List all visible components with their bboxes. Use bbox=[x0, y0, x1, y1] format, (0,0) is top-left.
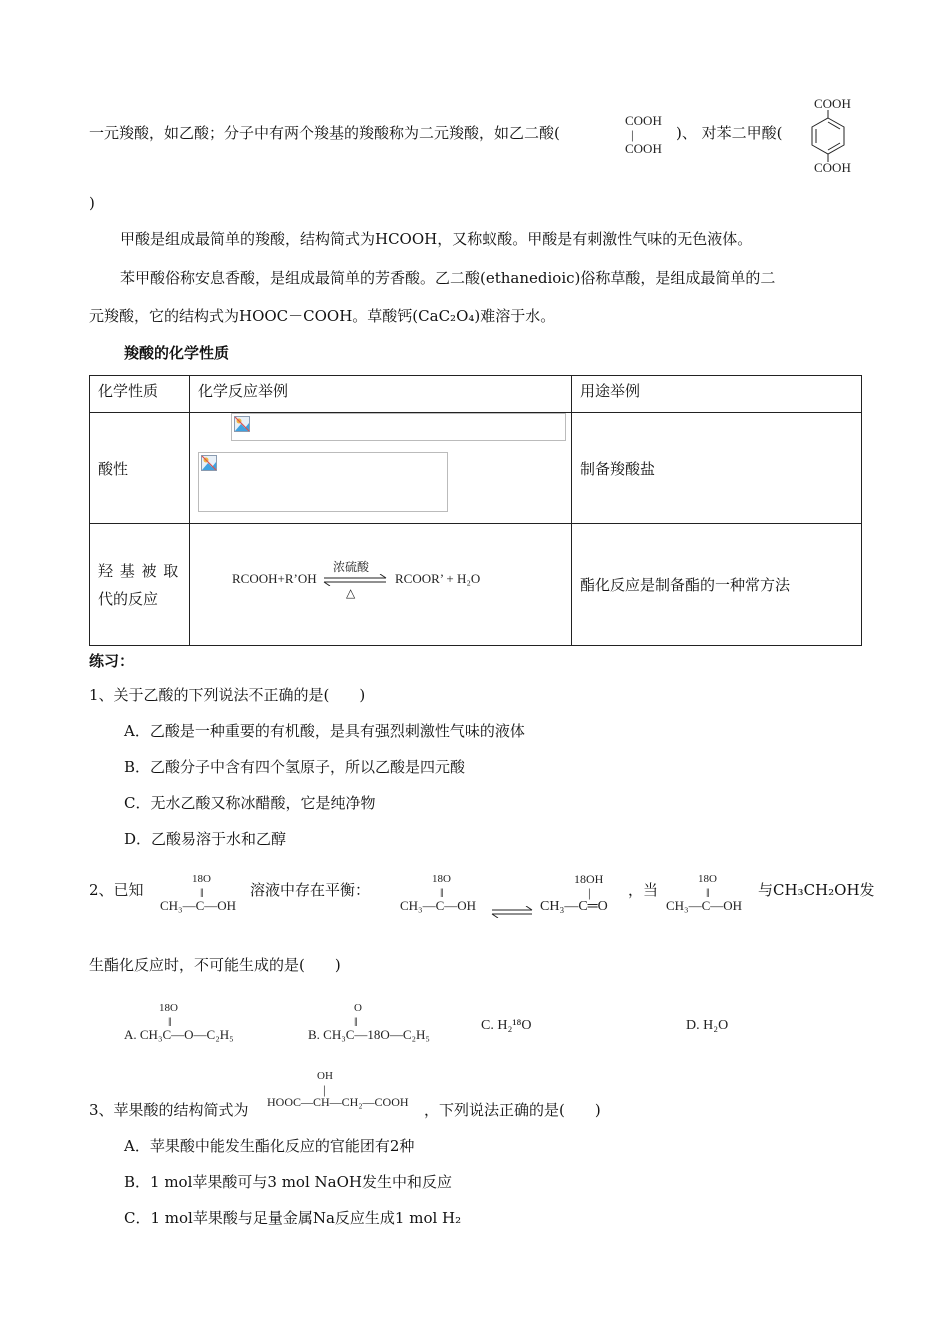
benzoic-acid-paragraph-line1: 苯甲酸俗称安息香酸，是组成最简单的芳香酸。乙二酸(ethanedioic)俗称草酸，是组成最简单的二 bbox=[120, 269, 776, 287]
formic-acid-paragraph: 甲酸是组成最简单的羧酸，结构简式为HCOOH，又称蚁酸。甲酸是有刺激性气味的无色液体。 bbox=[120, 230, 753, 248]
acidity-reaction-image-2 bbox=[198, 452, 448, 512]
benzoic-acid-paragraph-line2: 元羧酸，它的结构式为HOOC－COOH。草酸钙(CaC₂O₄)难溶于水。 bbox=[89, 307, 556, 325]
q3-option-c: C．1 mol苹果酸与足量金属Na反应生成1 mol H₂ bbox=[124, 1209, 462, 1227]
q2-prefix: 2、已知 bbox=[89, 881, 144, 899]
cell-acidity-use: 制备羧酸盐 bbox=[572, 413, 862, 524]
equilibrium-arrow-icon bbox=[490, 906, 534, 918]
cell-acidity: 酸性 bbox=[90, 413, 190, 524]
q2-acetic-acid-18o-structure: 18O ‖ CH₃—C—OH bbox=[160, 873, 237, 913]
q1-option-d: D．乙酸易溶于水和乙醇 bbox=[124, 830, 287, 848]
intro-line-1: 一元羧酸，如乙酸；分子中有两个羧基的羧酸称为二元羧酸，如乙二酸( bbox=[89, 124, 560, 142]
q1-option-b: B．乙酸分子中含有四个氢原子，所以乙酸是四元酸 bbox=[124, 758, 466, 776]
q2-mid-text-1: 溶液中存在平衡： bbox=[250, 881, 371, 899]
intro-line-2: ) bbox=[89, 194, 95, 212]
q2-option-d: D. H₂O bbox=[686, 1018, 729, 1033]
intro-line-1-mid: )、 对苯二甲酸( bbox=[676, 124, 783, 142]
equation-products: RCOOR’ + H₂O bbox=[395, 571, 481, 586]
cell-substitution: 羟 基 被 取 代的反应 bbox=[90, 524, 190, 646]
q2-option-c: C. H₂¹⁸O bbox=[481, 1018, 532, 1033]
q2-line-2: 生酯化反应时，不可能生成的是( ) bbox=[89, 956, 341, 974]
header-reaction: 化学反应举例 bbox=[190, 376, 572, 413]
q3-stem-suffix: ，下列说法正确的是( ) bbox=[424, 1101, 601, 1119]
q2-acetic-acid-18o-structure-2: 18O ‖ CH₃—C—OH bbox=[666, 873, 743, 913]
equation-catalyst: 浓硫酸 bbox=[333, 560, 370, 574]
q2-option-b: O ‖ B. CH₃C—18O—C₂H₅ bbox=[308, 1002, 430, 1042]
q1-option-a: A．乙酸是一种重要的有机酸，是具有强烈刺激性气味的液体 bbox=[124, 722, 525, 740]
exercise-title: 练习： bbox=[89, 652, 135, 670]
malic-acid-structure: OH | HOOC—CH—CH₂—COOH bbox=[267, 1070, 409, 1109]
q3-stem-prefix: 3、苹果酸的结构简式为 bbox=[89, 1101, 249, 1119]
broken-image-icon bbox=[234, 416, 250, 432]
section-title: 羧酸的化学性质 bbox=[124, 344, 230, 362]
q3-option-a: A．苹果酸中能发生酯化反应的官能团有2种 bbox=[124, 1137, 415, 1155]
benzene-ring-icon bbox=[800, 110, 856, 164]
equilibrium-arrow-icon bbox=[322, 574, 388, 586]
q1-option-c: C．无水乙酸又称冰醋酸，它是纯净物 bbox=[124, 794, 376, 812]
equation-reactants: RCOOH+R’OH bbox=[232, 571, 317, 586]
header-property: 化学性质 bbox=[90, 376, 190, 413]
acidity-reaction-image-1 bbox=[231, 413, 566, 441]
q2-equilibrium-right: 18OH | CH₃—C═O bbox=[540, 872, 608, 914]
oxalic-acid-structure: COOH | COOH bbox=[625, 113, 662, 156]
q2-suffix: 与CH₃CH₂OH发 bbox=[758, 881, 875, 899]
q1-stem: 1、关于乙酸的下列说法不正确的是( ) bbox=[89, 686, 366, 704]
q2-equilibrium-left: 18O ‖ CH₃—C—OH bbox=[400, 873, 477, 913]
terephthalic-acid-structure: COOH COOH bbox=[796, 96, 860, 176]
header-use: 用途举例 bbox=[572, 376, 862, 413]
q2-option-a: 18O ‖ A. CH₃C—O—C₂H₅ bbox=[124, 1002, 234, 1042]
q2-mid-text-2: ，当 bbox=[628, 881, 659, 899]
table-header-row bbox=[90, 376, 862, 413]
equation-heat: △ bbox=[346, 586, 356, 600]
q3-option-b: B．1 mol苹果酸可与3 mol NaOH发生中和反应 bbox=[124, 1173, 452, 1191]
broken-image-icon bbox=[201, 455, 217, 471]
cell-esterification-use: 酯化反应是制备酯的一种常方法 bbox=[572, 524, 862, 646]
